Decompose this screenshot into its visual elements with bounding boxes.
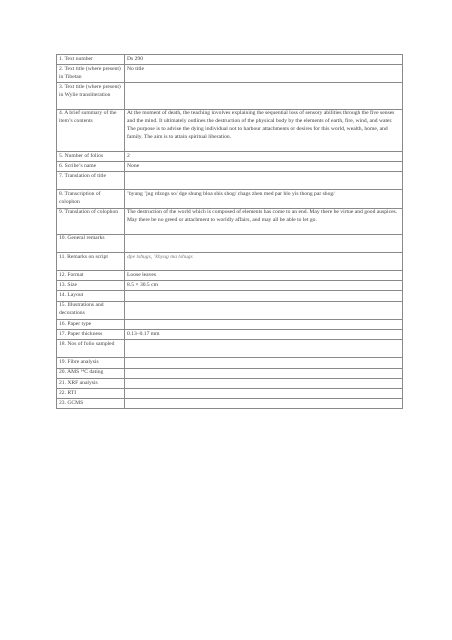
field-value: [125, 358, 403, 368]
table-row: [57, 109, 403, 151]
table-row: [57, 161, 403, 171]
field-label: 17. Paper thickness: [57, 330, 125, 340]
field-label: 23. GCMS: [57, 399, 125, 409]
field-label: 13. Size: [57, 281, 125, 291]
field-value: Loose leaves: [125, 271, 403, 281]
field-value: ’byung ’jug rdzogs so/ dge shung bloa shis shog/ chags zhen med par blo yis thong par shog/: [125, 190, 403, 208]
table-row: [57, 330, 403, 340]
field-value: [125, 388, 403, 398]
table-row: [57, 301, 403, 319]
table-row: [57, 399, 403, 409]
field-value: None: [125, 161, 403, 171]
table-row: [57, 190, 403, 208]
field-value: Ds 290: [125, 55, 403, 65]
field-label: 12. Format: [57, 271, 125, 281]
field-label: 8. Transcription of colophon: [57, 190, 125, 208]
table-row: [57, 358, 403, 368]
field-value: No title: [125, 65, 403, 83]
field-label: 6. Scribe’s name: [57, 161, 125, 171]
field-value: [125, 83, 403, 109]
field-value: [125, 234, 403, 252]
table-row: [57, 319, 403, 329]
field-value: 8.5 × 30.5 cm: [125, 281, 403, 291]
field-label: 22. RTI: [57, 388, 125, 398]
table-row: [57, 291, 403, 301]
table-row: [57, 234, 403, 252]
field-value: [125, 378, 403, 388]
field-label: 4. A brief summary of the item’s contents: [57, 109, 125, 151]
field-label: 7. Translation of title: [57, 172, 125, 190]
field-label: 20. AMS ¹⁴C dating: [57, 368, 125, 378]
field-value: [125, 340, 403, 358]
table-row: [57, 368, 403, 378]
field-label: 15. Illustrations and decorations: [57, 301, 125, 319]
table-row: [57, 172, 403, 190]
field-label: 10. General remarks: [57, 234, 125, 252]
table-row: [57, 340, 403, 358]
field-value: [125, 368, 403, 378]
field-label: 1. Text number: [57, 55, 125, 65]
table-row: [57, 388, 403, 398]
field-value: [125, 319, 403, 329]
field-label: 16. Paper type: [57, 319, 125, 329]
table-row: [57, 65, 403, 83]
field-value: dpe tshugs, ’khyug ma tshugs: [125, 252, 403, 270]
field-value: [125, 172, 403, 190]
field-value: [125, 291, 403, 301]
field-value: At the moment of death, the teaching involves explaining the sequential loss of sensory abilities through the five senses and the mind. It ultimately outlines the destruction of the physical body by the elements of earth, fire, wind, and water. The purpose is to advise the dying individual not to harbour attachments or desires for this world, wealth, home, and family. The aim is to attain spiritual liberation.: [125, 109, 403, 151]
field-label: 14. Layout: [57, 291, 125, 301]
field-value: 0.13–0.17 mm: [125, 330, 403, 340]
field-label: 19. Fibre analysis: [57, 358, 125, 368]
catalogue-record-table: [56, 54, 403, 409]
field-label: 21. XRF analysis: [57, 378, 125, 388]
field-value: [125, 301, 403, 319]
field-value: 2: [125, 151, 403, 161]
field-label: 9. Translation of colophon: [57, 208, 125, 234]
table-row: [57, 378, 403, 388]
field-value: [125, 399, 403, 409]
table-row: [57, 252, 403, 270]
table-row: [57, 55, 403, 65]
table-row: [57, 281, 403, 291]
field-label: 18. Nos of folio sampled: [57, 340, 125, 358]
table-row: [57, 271, 403, 281]
table-row: [57, 83, 403, 109]
field-label: 5. Number of folios: [57, 151, 125, 161]
field-label: 11. Remarks on script: [57, 252, 125, 270]
table-row: [57, 151, 403, 161]
field-label: 2. Text title (where present) in Tibetan: [57, 65, 125, 83]
field-value: The destruction of the world which is composed of elements has come to an end. May there be virtue and good auspices. May there be no greed or attachment to worldly affairs, and may all be able to let go.: [125, 208, 403, 234]
field-label: 3. Text title (where present) in Wylie transliteration: [57, 83, 125, 109]
table-row: [57, 208, 403, 234]
